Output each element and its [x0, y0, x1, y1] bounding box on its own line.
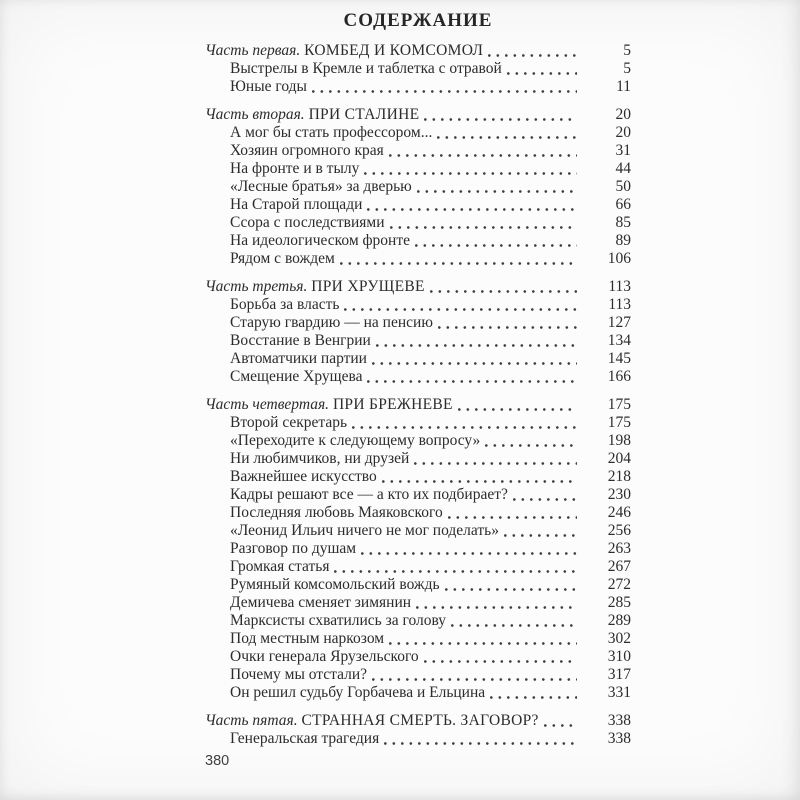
toc-part-row — [205, 396, 631, 414]
dot-leader — [312, 78, 577, 96]
toc-section — [205, 278, 631, 386]
dot-leader — [424, 106, 577, 124]
dot-leader — [382, 468, 577, 486]
toc-part-number: Часть вторая. — [205, 106, 305, 123]
dot-leader — [437, 124, 577, 142]
toc-item-row — [205, 60, 631, 78]
toc-part-row — [205, 42, 631, 60]
toc-item-label: Почему мы отстали? — [230, 666, 368, 683]
toc-part-number: Часть четвертая. — [205, 396, 330, 413]
toc-item-label: Борьба за власть — [230, 296, 340, 313]
toc-item-row — [205, 432, 631, 450]
toc-item-row — [205, 160, 631, 178]
toc-item-label: На Старой площади — [230, 196, 363, 213]
toc-page-number: 20 — [615, 124, 631, 141]
dot-leader — [372, 666, 577, 684]
toc-item-label: На фронте и в тылу — [230, 160, 360, 177]
toc-page-number: 5 — [623, 60, 631, 77]
dot-leader — [372, 350, 577, 368]
toc-page-number: 230 — [607, 486, 631, 503]
dot-leader — [417, 178, 577, 196]
toc-page-number: 263 — [607, 540, 631, 557]
dot-leader — [389, 630, 577, 648]
toc-page-number: 106 — [607, 250, 631, 267]
toc-page-number: 166 — [607, 368, 631, 385]
toc-page-number: 50 — [615, 178, 631, 195]
toc-item-label: Смещение Хрущева — [230, 368, 363, 385]
toc-item-row — [205, 450, 631, 468]
toc-page-number: 5 — [623, 42, 631, 59]
toc-item-row — [205, 232, 631, 250]
dot-leader — [415, 232, 577, 250]
toc-page-number: 31 — [615, 142, 631, 159]
toc-page-number: 66 — [615, 196, 631, 213]
toc-part-title: КОМБЕД И КОМСОМОЛ — [304, 42, 484, 59]
toc-item-row — [205, 730, 631, 748]
dot-leader — [340, 250, 577, 268]
toc-item-label: Он решил судьбу Горбачева и Ельцина — [230, 684, 486, 701]
dot-leader — [367, 368, 577, 386]
toc-page-number: 113 — [608, 296, 631, 313]
toc-page-number: 256 — [607, 522, 631, 539]
toc-item-row — [205, 250, 631, 268]
dot-leader — [544, 712, 577, 730]
toc-item-row — [205, 504, 631, 522]
toc-item-label: «Переходите к следующему вопросу» — [230, 432, 481, 449]
toc-item-row — [205, 414, 631, 432]
dot-leader — [389, 142, 577, 160]
dot-leader — [507, 60, 577, 78]
dot-leader — [504, 522, 577, 540]
toc-section — [205, 42, 631, 96]
toc-part-label-group — [205, 712, 539, 730]
toc-page-number: 134 — [607, 332, 631, 349]
toc-item-row — [205, 332, 631, 350]
toc-page-number: 310 — [607, 648, 631, 665]
dot-leader — [448, 504, 577, 522]
toc-item-row — [205, 684, 631, 702]
toc-part-label-group — [205, 396, 453, 414]
toc-item-label: Демичева сменяет зимянин — [230, 594, 412, 611]
dot-leader — [376, 332, 577, 350]
toc-item-label: «Леонид Ильич ничего не мог поделать» — [230, 522, 499, 539]
toc-item-row — [205, 522, 631, 540]
toc-part-title: СТРАННАЯ СМЕРТЬ. ЗАГОВОР? — [301, 712, 539, 729]
toc-page-number: 218 — [607, 468, 631, 485]
dot-leader — [490, 684, 577, 702]
toc-page-number: 175 — [607, 396, 631, 413]
toc-item-row — [205, 540, 631, 558]
dot-leader — [513, 486, 577, 504]
toc-item-row — [205, 296, 631, 314]
toc-item-row — [205, 368, 631, 386]
toc-item-label: Очки генерала Ярузельского — [230, 648, 419, 665]
dot-leader — [361, 540, 577, 558]
toc-part-label-group — [205, 278, 425, 296]
toc-item-label: Восстание в Венгрии — [230, 332, 371, 349]
toc-item-row — [205, 630, 631, 648]
toc-page-number: 44 — [615, 160, 631, 177]
folio-page-number: 380 — [205, 753, 230, 769]
toc-item-row — [205, 648, 631, 666]
toc-item-row — [205, 142, 631, 160]
dot-leader — [430, 278, 577, 296]
dot-leader — [390, 214, 577, 232]
dot-leader — [384, 730, 577, 748]
toc-part-number: Часть первая. — [205, 42, 301, 59]
toc-part-title: ПРИ СТАЛИНЕ — [308, 106, 420, 123]
toc-item-label: «Лесные братья» за дверью — [230, 178, 412, 195]
toc-page-number: 11 — [616, 78, 631, 95]
toc-item-row — [205, 666, 631, 684]
toc-section — [205, 106, 631, 268]
toc-item-label: Второй секретарь — [230, 414, 348, 431]
dot-leader — [364, 160, 577, 178]
toc-item-row — [205, 214, 631, 232]
toc-page-number: 331 — [607, 684, 631, 701]
dot-leader — [334, 558, 577, 576]
toc-item-row — [205, 124, 631, 142]
dot-leader — [367, 196, 577, 214]
toc-item-row — [205, 314, 631, 332]
toc-page-number: 198 — [607, 432, 631, 449]
toc-item-row — [205, 78, 631, 96]
toc-item-row — [205, 196, 631, 214]
toc-column — [205, 10, 631, 769]
toc-item-label: Ссора с последствиями — [230, 214, 385, 231]
toc-part-row — [205, 278, 631, 296]
toc-part-row — [205, 712, 631, 730]
toc-item-label: Кадры решают все — а кто их подбирает? — [230, 486, 508, 503]
table-of-contents — [205, 42, 631, 748]
toc-page-number: 246 — [607, 504, 631, 521]
toc-page-number: 89 — [615, 232, 631, 249]
toc-item-label: Марксисты схватились за голову — [230, 612, 447, 629]
toc-page-number: 289 — [607, 612, 631, 629]
toc-page-number: 175 — [607, 414, 631, 431]
dot-leader — [344, 296, 577, 314]
toc-part-number: Часть третья. — [205, 278, 308, 295]
toc-section — [205, 396, 631, 702]
toc-page-number: 272 — [607, 576, 631, 593]
toc-item-label: Разговор по душам — [230, 540, 357, 557]
toc-item-label: А мог бы стать профессором... — [230, 124, 433, 141]
toc-item-label: Ни любимчиков, ни друзей — [230, 450, 410, 467]
toc-part-label-group — [205, 106, 419, 124]
toc-section — [205, 712, 631, 748]
dot-leader — [414, 450, 577, 468]
toc-item-label: Громкая статья — [230, 558, 330, 575]
toc-page-number: 127 — [607, 314, 631, 331]
toc-page-number: 317 — [607, 666, 631, 683]
toc-page-number: 267 — [607, 558, 631, 575]
toc-item-label: Румяный комсомольский вождь — [230, 576, 440, 593]
dot-leader — [451, 612, 577, 630]
toc-page-number: 338 — [607, 730, 631, 747]
toc-page-number: 85 — [615, 214, 631, 231]
dot-leader — [485, 432, 577, 450]
toc-item-label: Под местным наркозом — [230, 630, 385, 647]
toc-item-label: Важнейшее искусство — [230, 468, 377, 485]
toc-part-title: ПРИ ХРУЩЕВЕ — [311, 278, 425, 295]
toc-item-label: Рядом с вождем — [230, 250, 335, 267]
toc-item-label: Последняя любовь Маяковского — [230, 504, 443, 521]
toc-item-label: На идеологическом фронте — [230, 232, 411, 249]
toc-part-number: Часть пятая. — [205, 712, 298, 729]
toc-page-number: 113 — [608, 278, 631, 295]
toc-page-number: 145 — [607, 350, 631, 367]
dot-leader — [488, 42, 577, 60]
toc-part-row — [205, 106, 631, 124]
dot-leader — [438, 314, 577, 332]
toc-item-label: Автоматчики партии — [230, 350, 367, 367]
dot-leader — [424, 648, 577, 666]
toc-item-label: Генеральская трагедия — [230, 730, 380, 747]
toc-item-row — [205, 486, 631, 504]
dot-leader — [352, 414, 577, 432]
dot-leader — [445, 576, 577, 594]
toc-part-title: ПРИ БРЕЖНЕВЕ — [332, 396, 453, 413]
toc-item-row — [205, 178, 631, 196]
toc-item-label: Юные годы — [230, 78, 307, 95]
toc-item-row — [205, 594, 631, 612]
toc-item-row — [205, 576, 631, 594]
toc-part-label-group — [205, 42, 483, 60]
dot-leader — [458, 396, 577, 414]
toc-item-label: Старую гвардию — на пенсию — [230, 314, 433, 331]
toc-item-label: Выстрелы в Кремле и таблетка с отравой — [230, 60, 502, 77]
toc-page-number: 302 — [607, 630, 631, 647]
toc-item-row — [205, 558, 631, 576]
toc-item-row — [205, 612, 631, 630]
toc-item-label: Хозяин огромного края — [230, 142, 384, 159]
toc-page-number: 20 — [615, 106, 631, 123]
toc-item-row — [205, 468, 631, 486]
toc-item-row — [205, 350, 631, 368]
dot-leader — [416, 594, 577, 612]
toc-page-number: 285 — [607, 594, 631, 611]
toc-page-number: 338 — [607, 712, 631, 729]
toc-page-number: 204 — [607, 450, 631, 467]
page-title: СОДЕРЖАНИЕ — [343, 10, 493, 31]
